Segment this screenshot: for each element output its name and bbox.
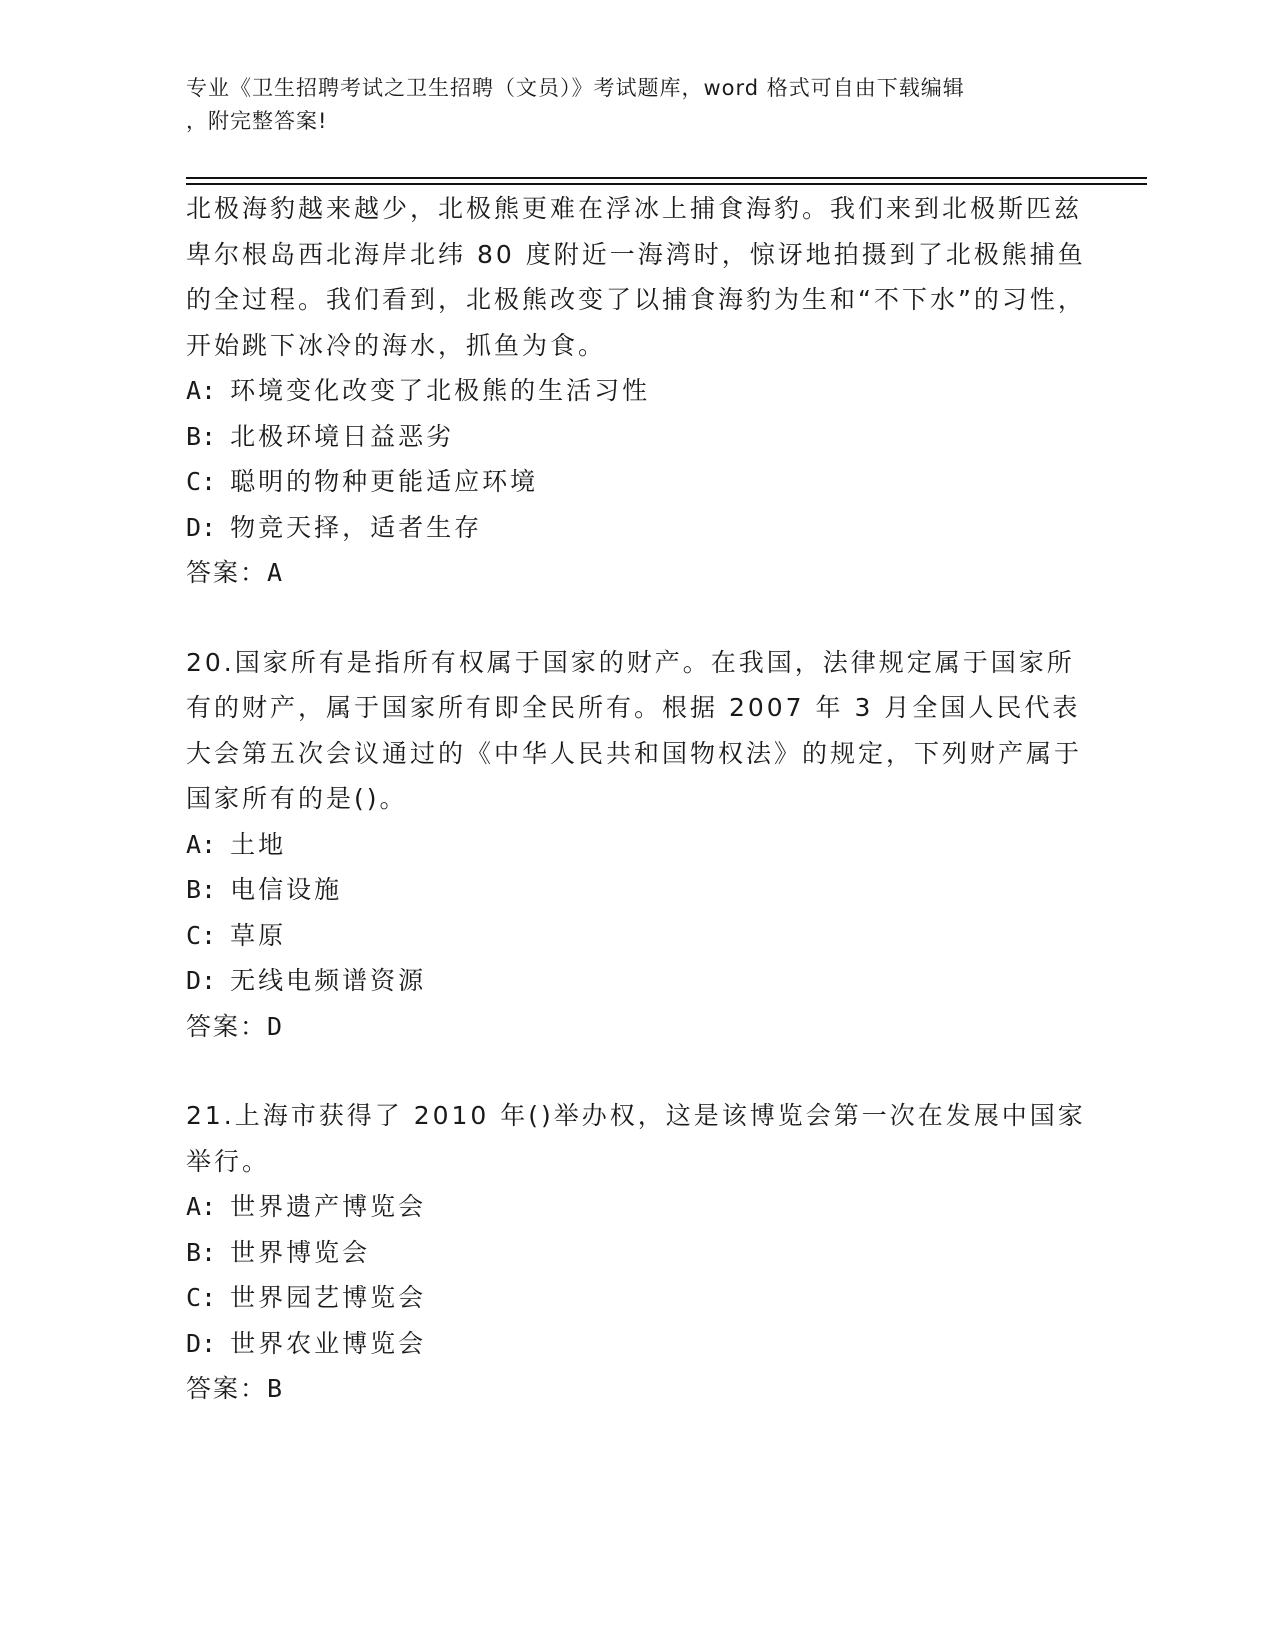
header-line-2: ，附完整答案! [186,109,328,133]
option-c: C: 聪明的物种更能适应环境 [186,467,539,496]
answer-value: A [267,558,285,587]
answer-line: 答案：D [186,1011,285,1041]
option-a: A: 土地 [186,829,287,859]
header-rule-top [186,177,1147,179]
document-header [186,72,1066,138]
header-line-1: 专业《卫生招聘考试之卫生招聘（文员）》考试题库，word 格式可自由下载编辑 [186,76,965,100]
answer-line: 答案：A [186,558,285,587]
question-stem: 20.国家所有是指所有权属于国家的财产。在我国，法律规定属于国家所有的财产，属于国家所有即全民所有。根据 2007 年 3 月全国人民代表大会第五次会议通过的《中华人民共和国物权法》的规定，下列财产属于国家所有的是()。 [186,647,1083,813]
question-list [186,186,1086,1412]
answer-value: B [267,1374,285,1403]
option-c: C: 草原 [186,920,287,950]
option-b: B: 北极环境日益恶劣 [186,421,455,451]
question-stem: 北极海豹越来越少，北极熊更难在浮冰上捕食海豹。我们来到北极斯匹兹卑尔根岛西北海岸北纬 80 度附近一海湾时，惊讶地拍摄到了北极熊捕鱼的全过程。我们看到，北极熊改变了以捕食海豹为生和“不下水”的习性，开始跳下冰冷的海水，抓鱼为食。 [186,194,1086,360]
option-c: C: 世界园艺博览会 [186,1283,427,1312]
option-b: B: 电信设施 [186,875,343,904]
option-d: D: 无线电频谱资源 [186,966,427,995]
question-stem: 21.上海市获得了 2010 年()举办权，这是该博览会第一次在发展中国家举行。 [186,1101,1086,1176]
option-d: D: 物竞天择，适者生存 [186,512,483,542]
header-rule-bottom [186,183,1147,185]
answer-line: 答案：B [186,1374,285,1403]
question-21 [186,1093,1086,1412]
option-a: A: 环境变化改变了北极熊的生活习性 [186,376,651,405]
option-a: A: 世界遗产博览会 [186,1192,427,1221]
answer-value: D [267,1011,285,1041]
option-d: D: 世界农业博览会 [186,1328,427,1358]
question-19 [186,186,1086,596]
option-b: B: 世界博览会 [186,1237,371,1267]
question-20 [186,640,1086,1050]
